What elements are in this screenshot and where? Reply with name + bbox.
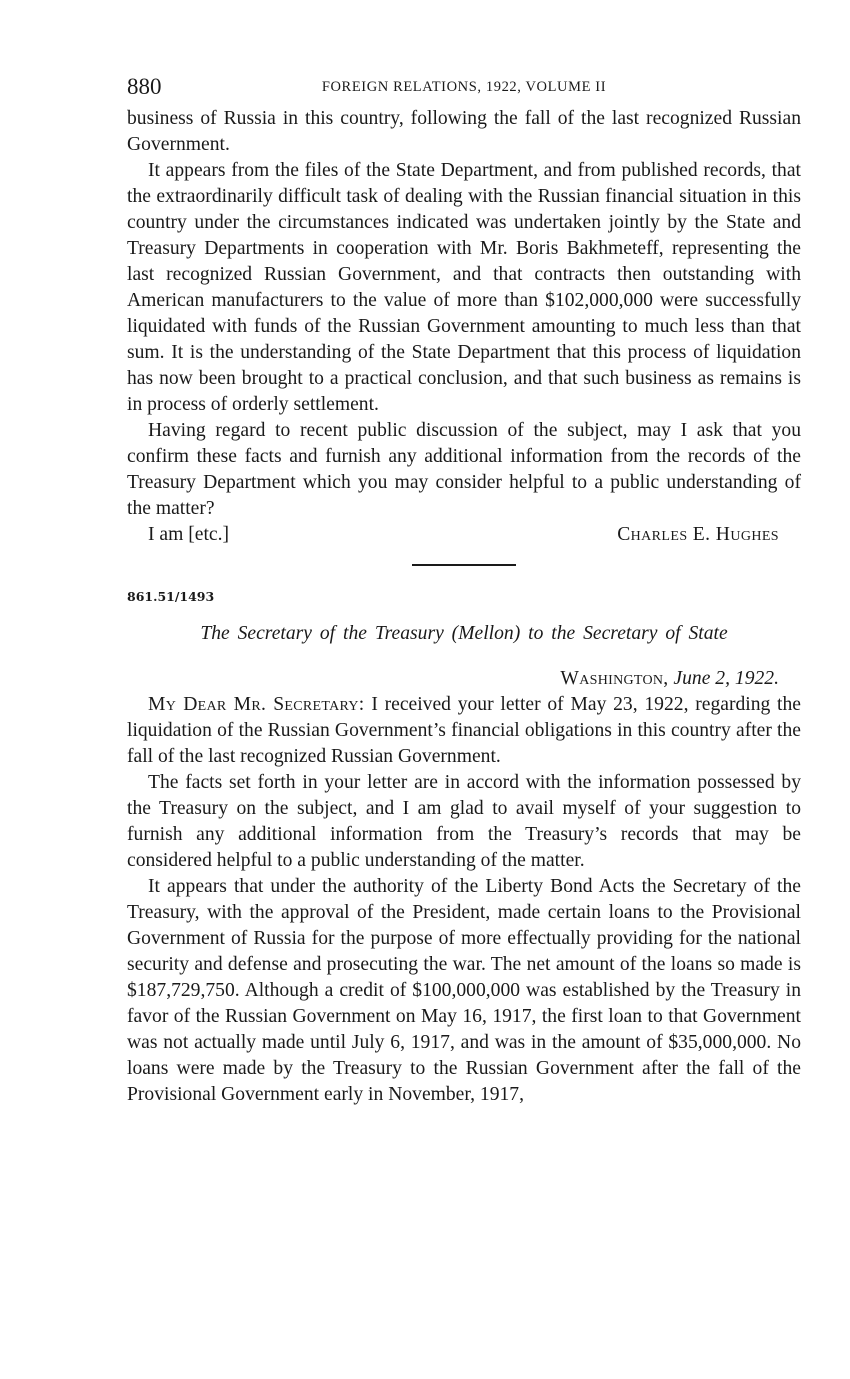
file-number: 861.51/1493 bbox=[127, 589, 215, 604]
letter-mellon bbox=[127, 692, 801, 1108]
dateline-date: June 2, 1922. bbox=[673, 668, 779, 689]
paragraph: The facts set forth in your letter are in accord with the information possessed by the Treasury on the subject, and I am glad to avail myself of your suggestion to furnish any additional information from the Treasury’s records that may be considered helpful to a public understanding of the matter. bbox=[127, 772, 801, 871]
running-head bbox=[127, 72, 801, 106]
salutation: My Dear Mr. Secretary: bbox=[148, 694, 365, 715]
closing-line bbox=[148, 522, 801, 548]
paragraph: business of Russia in this country, following the fall of the last recognized Russian Government. bbox=[127, 108, 801, 155]
section-divider bbox=[412, 564, 516, 566]
dateline bbox=[127, 666, 801, 692]
document-page bbox=[127, 72, 801, 1108]
paragraph: It appears from the files of the State Department, and from published records, that the extraordinarily difficult task of dealing with the Russian financial situation in this country under the circumstances indicated was undertaken jointly by the State and Treasury Departments in cooperation with Mr. Boris Bakhmeteff, representing the last recognized Russian Government, and that contracts then outstanding with American manufacturers to the value of more than $102,000,000 were successfully liquidated with funds of the Russian Government amounting to much less than that sum. It is the understanding of the State Department that this process of liquidation has now been brought to a practical conclusion, and that such business as remains is in process of orderly settlement. bbox=[127, 160, 801, 415]
closing-text: I am [etc.] bbox=[148, 524, 230, 545]
signature: Charles E. Hughes bbox=[617, 524, 779, 545]
paragraph: It appears that under the authority of the Liberty Bond Acts the Secretary of the Treasury, with the approval of the President, made certain loans to the Provisional Government of Russia for the purpose of more effectually providing for the national security and defense and prosecuting the war. The net amount of the loans so made is $187,729,750. Although a credit of $100,000,000 was established by the Treasury in favor of the Russian Government on May 16, 1917, the first loan to that Government was not actually made until July 6, 1917, and was in the amount of $35,000,000. No loans were made by the Treasury to the Russian Government after the fall of the Provisional Government early in November, 1917, bbox=[127, 876, 801, 1105]
paragraph bbox=[127, 692, 801, 770]
document-title: The Secretary of the Treasury (Mellon) to the Secretary of State bbox=[200, 623, 728, 644]
paragraph: Having regard to recent public discussion of the subject, may I ask that you confirm these facts and furnish any additional information from the records of the Treasury Department which you may consider helpful to a public understanding of the matter? bbox=[127, 420, 801, 519]
paragraph-text: I received your letter of May 23, 1922, regarding the liquidation of the Russian Government’s financial obligations in this country after the fall of the last recognized Russian Government. bbox=[127, 694, 801, 767]
letter-hughes bbox=[127, 106, 801, 548]
header-title: FOREIGN RELATIONS, 1922, VOLUME II bbox=[321, 79, 607, 95]
page-number: 880 bbox=[127, 74, 162, 99]
dateline-place: Washington, bbox=[560, 668, 669, 689]
